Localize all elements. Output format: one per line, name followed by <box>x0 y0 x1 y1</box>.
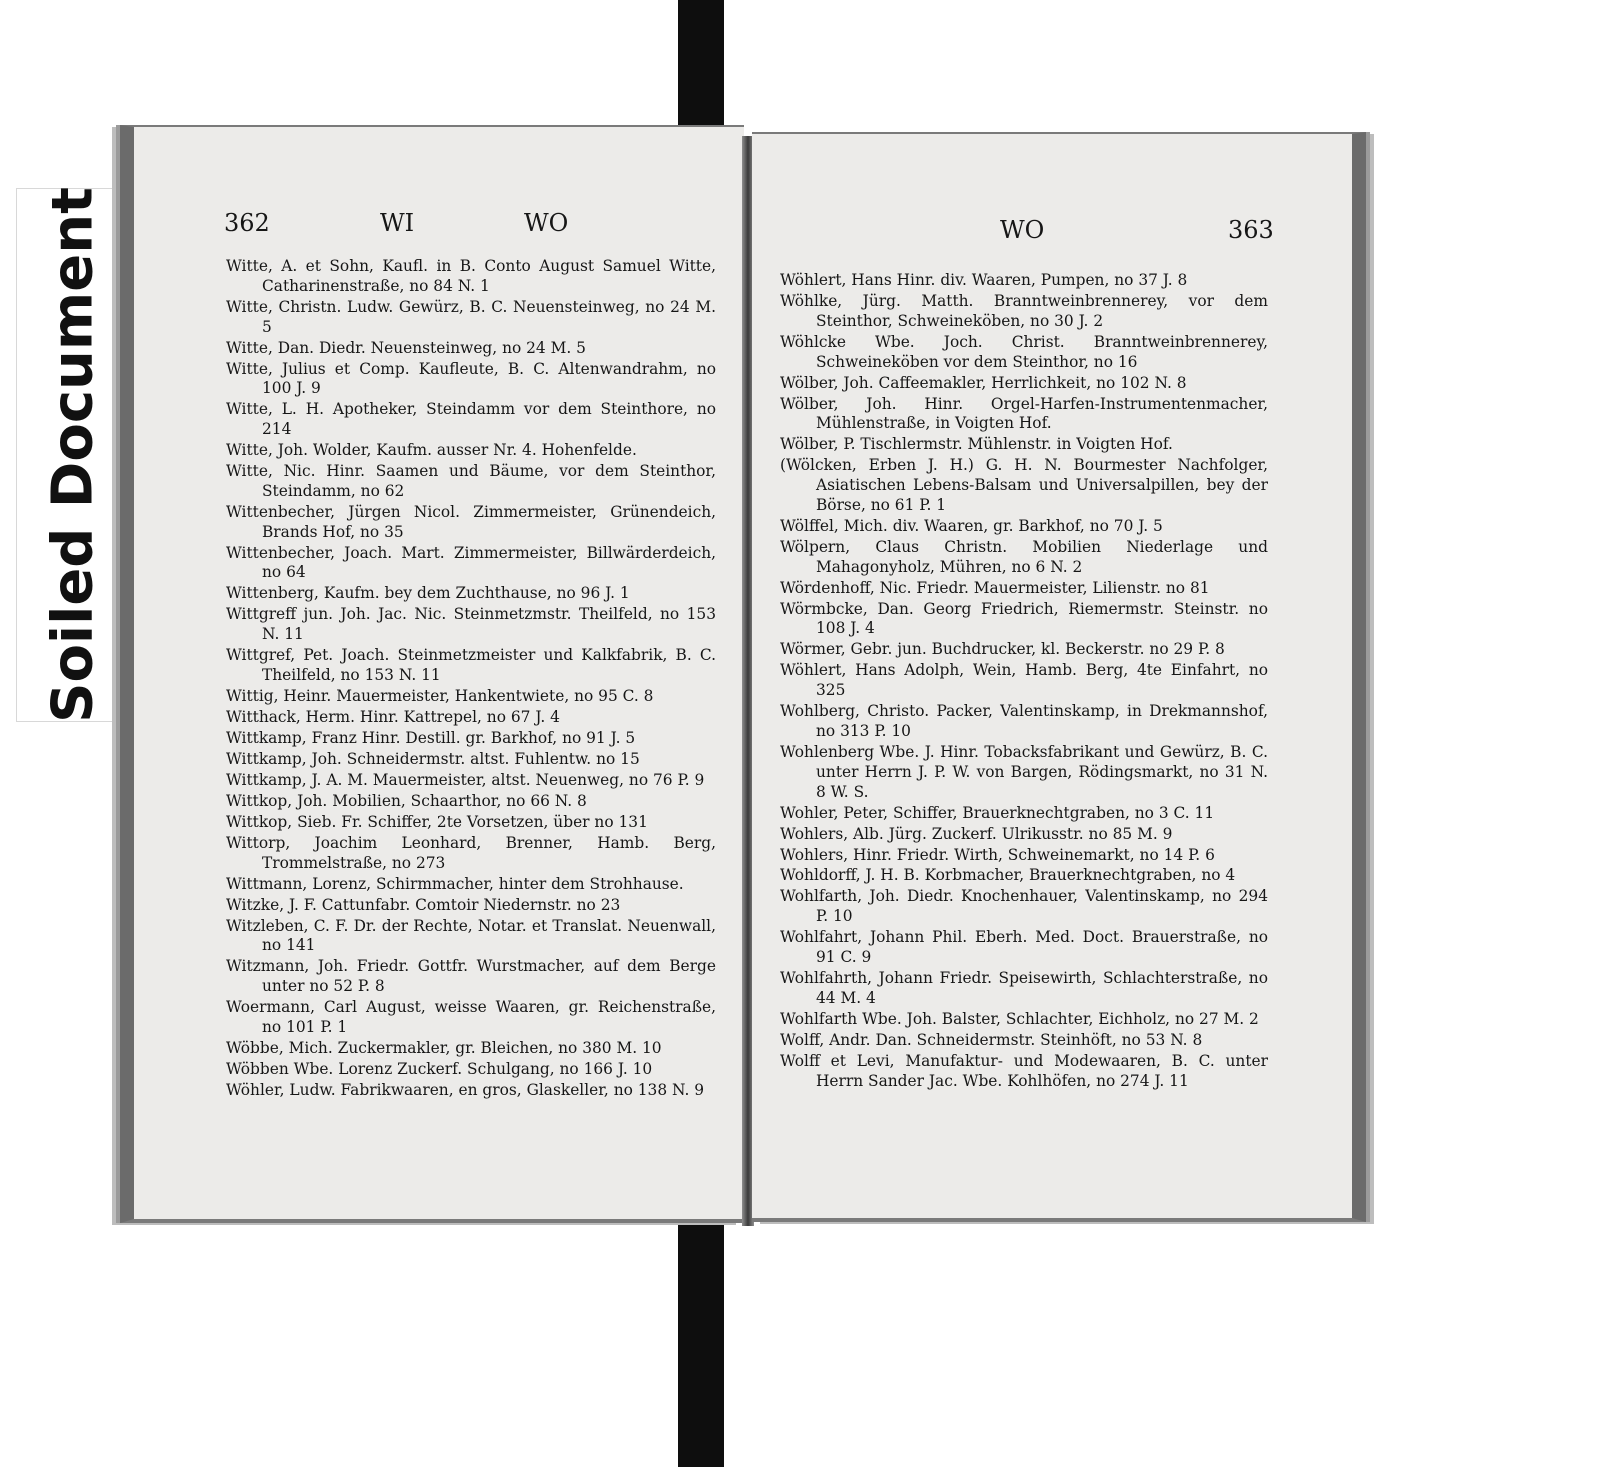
directory-entry: Witte, Nic. Hinr. Saamen und Bäume, vor dem Steinthor, Steindamm, no 62 <box>226 462 716 500</box>
right-header-range: WO <box>1000 216 1045 244</box>
directory-entry: Wöhlert, Hans Adolph, Wein, Hamb. Berg, 4te Einfahrt, no 325 <box>780 661 1268 700</box>
directory-entry: Wolff, Andr. Dan. Schneidermstr. Steinhöft, no 53 N. 8 <box>780 1030 1203 1049</box>
directory-entry: Wittenbecher, Jürgen Nicol. Zimmermeister, Grünendeich, Brands Hof, no 35 <box>226 502 716 541</box>
directory-entry: Wittenbecher, Joach. Mart. Zimmermeister, Billwärderdeich, no 64 <box>226 543 716 582</box>
directory-entry: Wittgref, Pet. Joach. Steinmetzmeister und Kalkfabrik, B. C. Theilfeld, no 153 N. 11 <box>226 646 716 684</box>
directory-entry: Witte, L. H. Apotheker, Steindamm vor dem Steinthore, no 214 <box>226 400 716 439</box>
directory-entry: Wohlfarth Wbe. Joh. Balster, Schlachter, Eichholz, no 27 M. 2 <box>780 1009 1259 1028</box>
directory-entry: Wohlers, Alb. Jürg. Zuckerf. Ulrikusstr. no 85 M. 9 <box>780 824 1173 843</box>
left-page-number: 362 <box>224 209 270 237</box>
directory-entry: Wöbben Wbe. Lorenz Zuckerf. Schulgang, no 166 J. 10 <box>226 1059 653 1078</box>
directory-entry: Wohlfahrt, Johann Phil. Eberh. Med. Doct. Brauerstraße, no 91 C. 9 <box>780 928 1268 967</box>
directory-entry: Wölpern, Claus Christn. Mobilien Niederlage und Mahagonyholz, Mühren, no 6 N. 2 <box>780 537 1268 576</box>
directory-entry: Wittkamp, Franz Hinr. Destill. gr. Barkhof, no 91 J. 5 <box>226 728 636 747</box>
directory-entry: Wittkop, Sieb. Fr. Schiffer, 2te Vorsetzen, über no 131 <box>226 812 648 831</box>
directory-entry: Wöhler, Ludw. Fabrikwaaren, en gros, Glaskeller, no 138 N. 9 <box>226 1080 705 1099</box>
directory-entry: Wohlers, Hinr. Friedr. Wirth, Schweinemarkt, no 14 P. 6 <box>780 845 1215 864</box>
directory-entry: Wohlfahrth, Johann Friedr. Speisewirth, Schlachterstraße, no 44 M. 4 <box>780 969 1268 1007</box>
directory-entry: Wölffel, Mich. div. Waaren, gr. Barkhof, no 70 J. 5 <box>780 516 1163 535</box>
directory-entry: Witzleben, C. F. Dr. der Rechte, Notar. et Translat. Neuenwall, no 141 <box>226 916 716 955</box>
directory-entry: Woermann, Carl August, weisse Waaren, gr. Reichenstraße, no 101 P. 1 <box>226 998 716 1036</box>
directory-entry: Wittorp, Joachim Leonhard, Brenner, Hamb. Berg, Trommelstraße, no 273 <box>226 833 716 872</box>
directory-entry: Wöhlke, Jürg. Matth. Branntweinbrennerey, vor dem Steinthor, Schweineköben, no 30 J. 2 <box>780 291 1268 330</box>
left-page <box>120 125 744 1223</box>
directory-entry: Wölber, Joh. Caffeemakler, Herrlichkeit, no 102 N. 8 <box>780 373 1187 392</box>
directory-entry: Wittmann, Lorenz, Schirmmacher, hinter dem Strohhause. <box>226 874 684 893</box>
directory-entry: Wittenberg, Kaufm. bey dem Zuchthause, no 96 J. 1 <box>226 584 630 603</box>
directory-entry: Wöhlert, Hans Hinr. div. Waaren, Pumpen, no 37 J. 8 <box>780 271 1188 289</box>
open-book <box>112 120 1378 1232</box>
directory-entry: Witzmann, Joh. Friedr. Gottfr. Wurstmacher, auf dem Berge unter no 52 P. 8 <box>226 957 716 996</box>
binding-strap-bottom <box>678 1215 724 1467</box>
directory-entry: Witte, Joh. Wolder, Kaufm. ausser Nr. 4. Hohenfelde. <box>226 441 637 460</box>
directory-entry: Witte, Dan. Diedr. Neuensteinweg, no 24 M. 5 <box>226 338 586 357</box>
directory-entry: Wohler, Peter, Schiffer, Brauerknechtgraben, no 3 C. 11 <box>780 803 1215 822</box>
directory-entry: Wöbbe, Mich. Zuckermakler, gr. Bleichen, no 380 M. 10 <box>226 1038 662 1057</box>
directory-entry: Witzke, J. F. Cattunfabr. Comtoir Niedernstr. no 23 <box>226 895 621 914</box>
directory-entry: (Wölcken, Erben J. H.) G. H. N. Bourmester Nachfolger, Asiatischen Lebens-Balsam und Universalpillen, bey der Börse, no 61 P. 1 <box>780 456 1268 514</box>
directory-entry: Wittkop, Joh. Mobilien, Schaarthor, no 66 N. 8 <box>226 791 587 810</box>
directory-entry: Wittkamp, Joh. Schneidermstr. altst. Fuhlentw. no 15 <box>226 749 640 768</box>
left-header-range-start: WI <box>380 209 415 237</box>
right-page <box>752 132 1366 1222</box>
directory-entry: Witte, Christn. Ludw. Gewürz, B. C. Neuensteinweg, no 24 M. 5 <box>226 297 716 336</box>
left-entry-list <box>226 257 716 1102</box>
directory-entry: Wittkamp, J. A. M. Mauermeister, altst. Neuenweg, no 76 P. 9 <box>226 770 705 789</box>
right-page-number: 363 <box>1228 216 1274 244</box>
directory-entry: Wölber, Joh. Hinr. Orgel-Harfen-Instrumentenmacher, Mühlenstraße, in Voigten Hof. <box>780 394 1268 433</box>
directory-entry: Wolff et Levi, Manufaktur- und Modewaaren, B. C. unter Herrn Sander Jac. Wbe. Kohlhöfen, no 274 J. 11 <box>780 1051 1268 1090</box>
directory-entry: Wohlberg, Christo. Packer, Valentinskamp, in Drekmannshof, no 313 P. 10 <box>780 702 1268 740</box>
directory-entry: Wohlenberg Wbe. J. Hinr. Tobacksfabrikant und Gewürz, B. C. unter Herrn J. P. W. von Bargen, Rödingsmarkt, no 31 N. 8 W. S. <box>780 742 1268 801</box>
label-text: Soiled Document <box>40 187 106 723</box>
left-header-range-end: WO <box>524 209 569 237</box>
left-page-header <box>134 209 744 239</box>
directory-entry: Wördenhoff, Nic. Friedr. Mauermeister, Lilienstr. no 81 <box>780 578 1210 597</box>
directory-entry: Witte, Julius et Comp. Kaufleute, B. C. Altenwandrahm, no 100 J. 9 <box>226 359 716 398</box>
right-page-header <box>752 216 1352 246</box>
directory-entry: Wöhlcke Wbe. Joch. Christ. Branntweinbrennerey, Schweineköben vor dem Steinthor, no 16 <box>780 332 1268 371</box>
directory-entry: Witthack, Herm. Hinr. Kattrepel, no 67 J. 4 <box>226 707 560 726</box>
directory-entry: Wohlfarth, Joh. Diedr. Knochenhauer, Valentinskamp, no 294 P. 10 <box>780 887 1268 926</box>
directory-entry: Wölber, P. Tischlermstr. Mühlenstr. in Voigten Hof. <box>780 435 1173 454</box>
directory-entry: Wörmbcke, Dan. Georg Friedrich, Riemermstr. Steinstr. no 108 J. 4 <box>780 599 1268 638</box>
directory-entry: Wörmer, Gebr. jun. Buchdrucker, kl. Beckerstr. no 29 P. 8 <box>780 640 1225 659</box>
directory-entry: Witte, A. et Sohn, Kaufl. in B. Conto August Samuel Witte, Catharinenstraße, no 84 N. 1 <box>226 257 716 295</box>
directory-entry: Wittgreff jun. Joh. Jac. Nic. Steinmetzmstr. Theilfeld, no 153 N. 11 <box>226 605 716 644</box>
directory-entry: Wittig, Heinr. Mauermeister, Hankentwiete, no 95 C. 8 <box>226 686 654 705</box>
right-entry-list <box>780 271 1268 1093</box>
directory-entry: Wohldorff, J. H. B. Korbmacher, Brauerknechtgraben, no 4 <box>780 866 1236 885</box>
